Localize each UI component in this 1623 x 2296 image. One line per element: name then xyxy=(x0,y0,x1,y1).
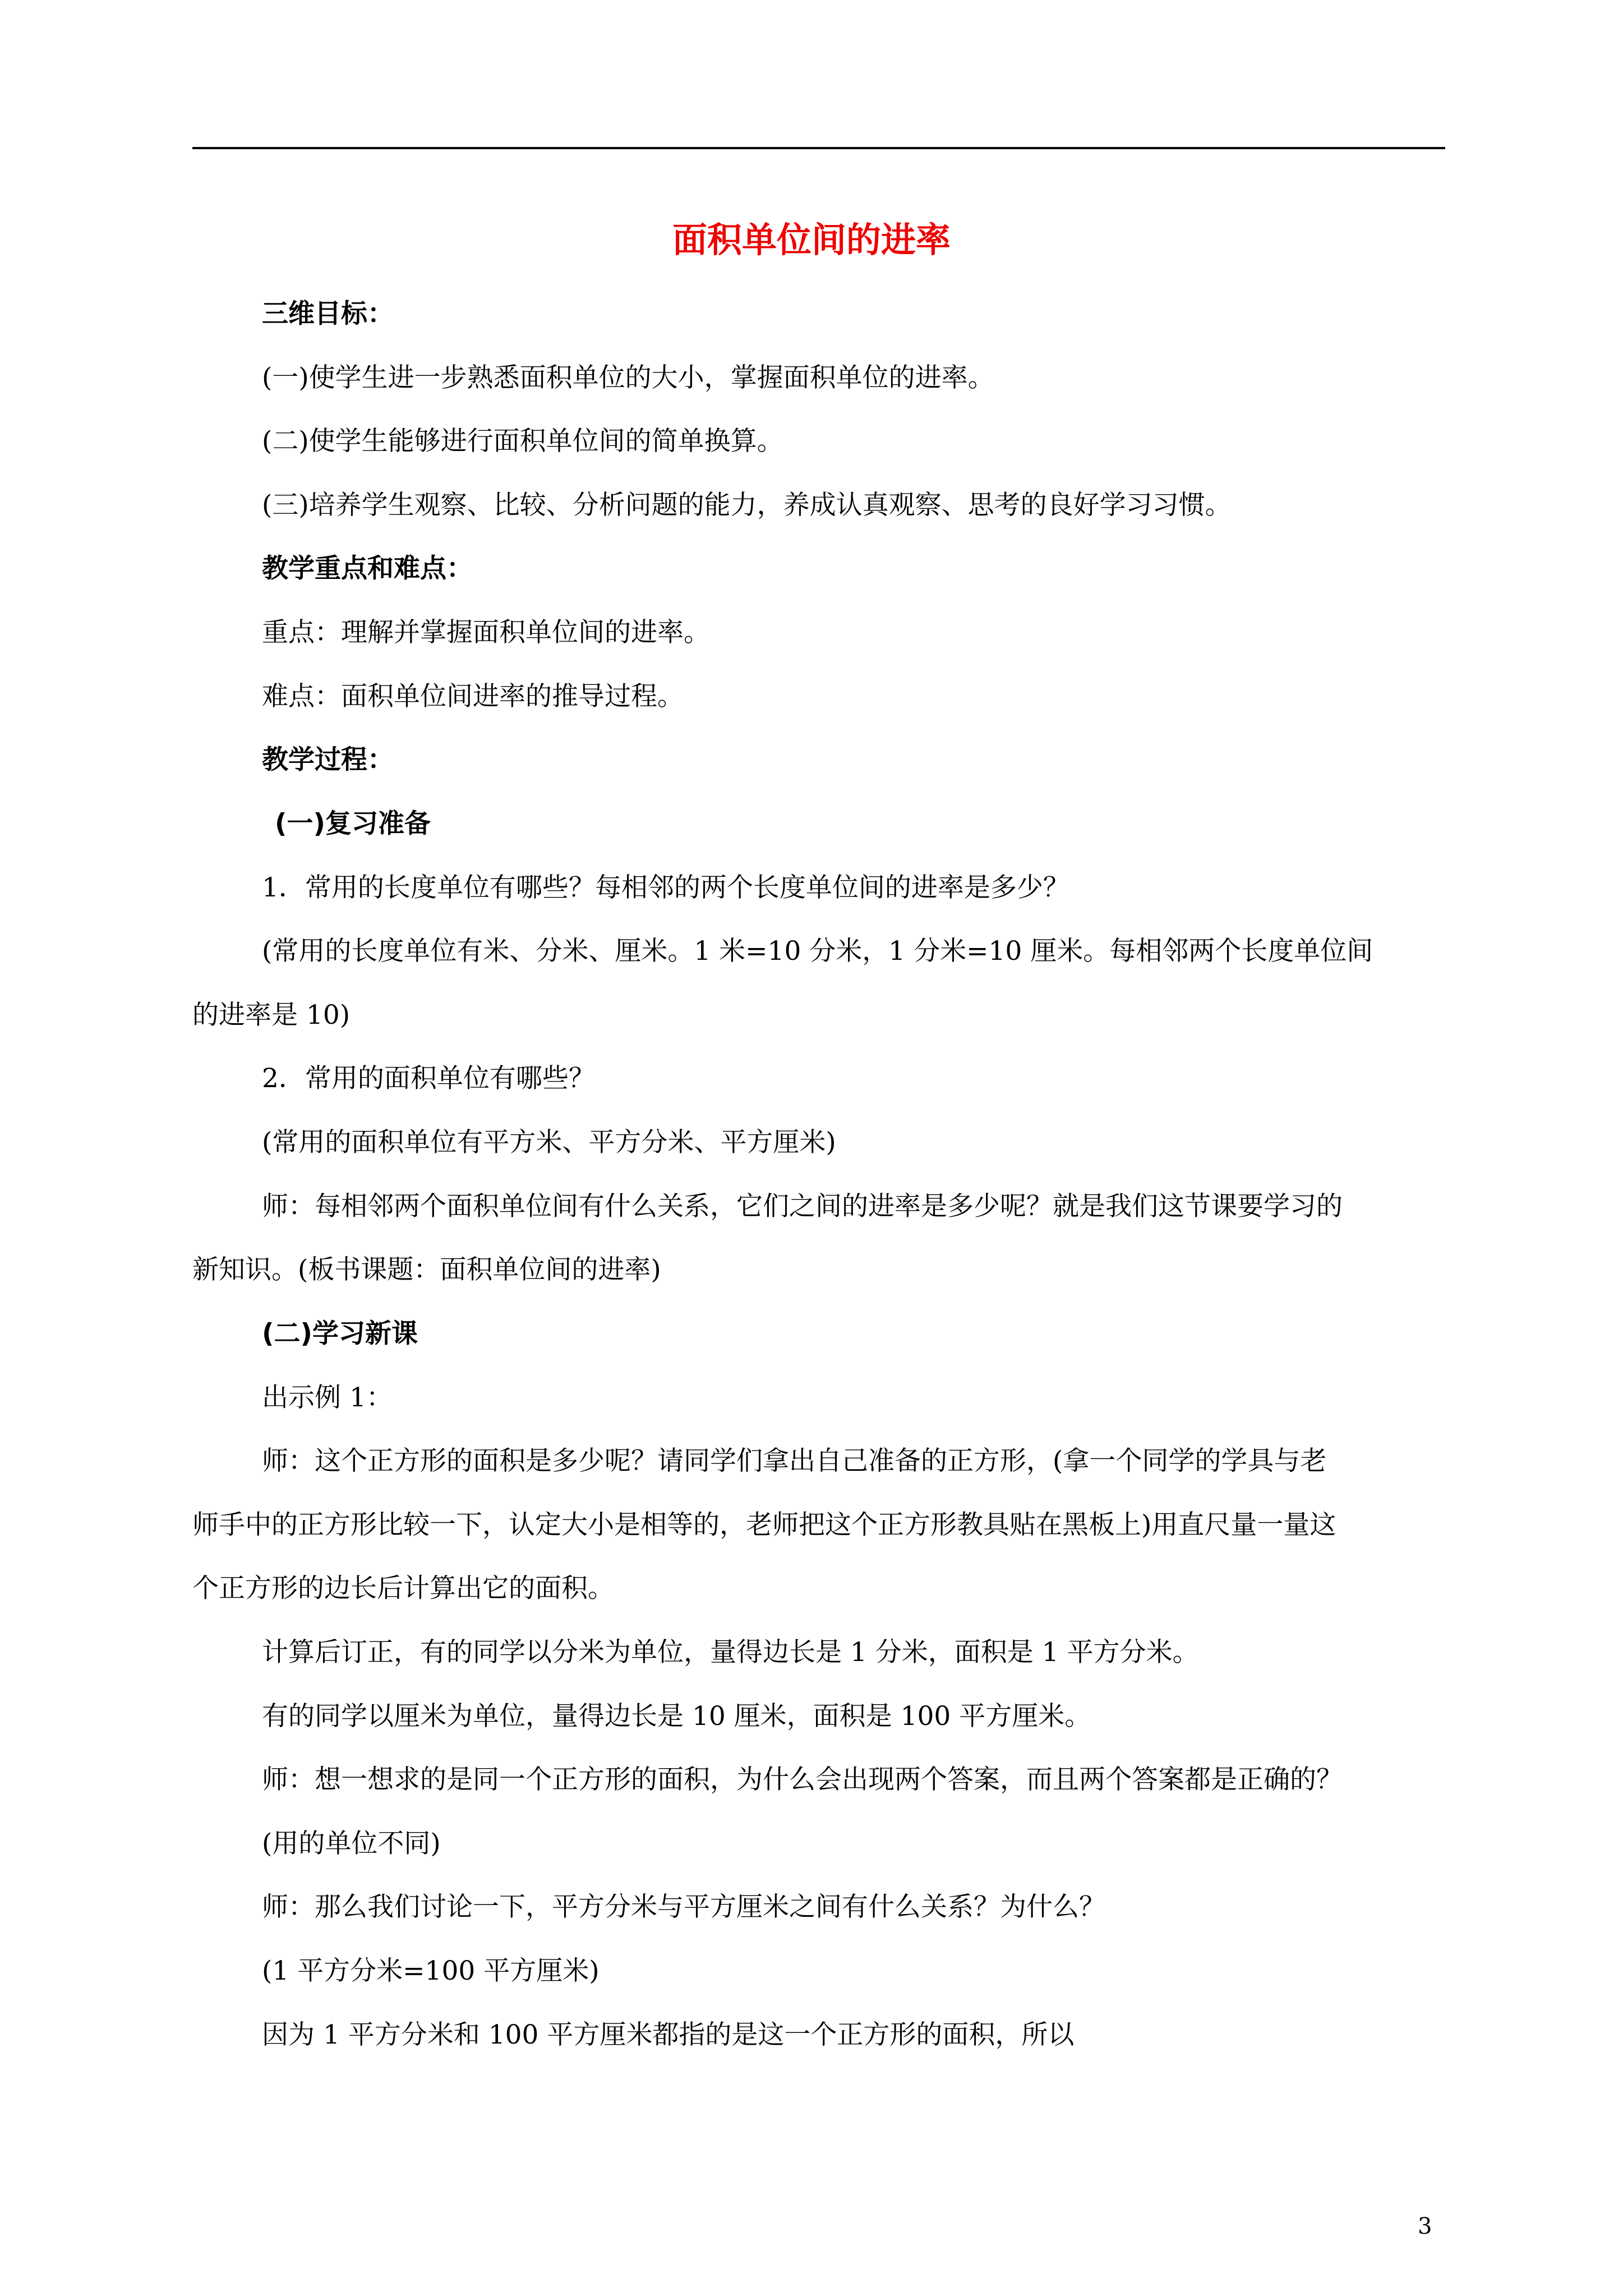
calculation-2: 有的同学以厘米为单位，量得边长是 10 厘米，面积是 100 平方厘米。 xyxy=(262,1701,1091,1732)
section-2-heading: (二)学习新课 xyxy=(262,1318,418,1349)
key-point: 重点：理解并掌握面积单位间的进率。 xyxy=(262,617,710,648)
calculation-1: 计算后订正，有的同学以分米为单位，量得边长是 1 分米，面积是 1 平方分米。 xyxy=(262,1637,1199,1668)
teacher-3: 师：想一想求的是同一个正方形的面积，为什么会出现两个答案，而且两个答案都是正确的？ xyxy=(262,1764,1343,1795)
answer-1-line-1: (常用的长度单位有米、分米、厘米。1 米=10 分米，1 分米=10 厘米。每相邻两个长度单位间 xyxy=(262,936,1373,967)
difficult-point: 难点：面积单位间进率的推导过程。 xyxy=(262,681,684,712)
teacher-4: 师：那么我们讨论一下，平方分米与平方厘米之间有什么关系？为什么？ xyxy=(262,1892,1105,1922)
teacher-1-line-2: 新知识。(板书课题：面积单位间的进率) xyxy=(192,1254,661,1285)
teacher-2-line-1: 师：这个正方形的面积是多少呢？请同学们拿出自己准备的正方形，(拿一个同学的学具与老 xyxy=(262,1446,1327,1476)
goals-heading: 三维目标： xyxy=(262,298,394,329)
teacher-1-line-1: 师：每相邻两个面积单位间有什么关系，它们之间的进率是多少呢？就是我们这节课要学习的 xyxy=(262,1191,1343,1222)
key-points-heading: 教学重点和难点： xyxy=(262,553,473,584)
answer-1-line-2: 的进率是 10) xyxy=(192,1000,351,1030)
question-2: 2．常用的面积单位有哪些？ xyxy=(262,1063,595,1094)
because-line: 因为 1 平方分米和 100 平方厘米都指的是这一个正方形的面积，所以 xyxy=(262,2019,1075,2050)
question-1: 1．常用的长度单位有哪些？每相邻的两个长度单位间的进率是多少？ xyxy=(262,872,1069,903)
teacher-2-line-2: 师手中的正方形比较一下，认定大小是相等的，老师把这个正方形教具贴在黑板上)用直尺量一量这 xyxy=(192,1510,1336,1540)
page-title: 面积单位间的进率 xyxy=(672,219,951,260)
page-number: 3 xyxy=(1418,2214,1432,2239)
goal-1: (一)使学生进一步熟悉面积单位的大小，掌握面积单位的进率。 xyxy=(262,362,994,393)
goal-3: (三)培养学生观察、比较、分析问题的能力，养成认真观察、思考的良好学习习惯。 xyxy=(262,490,1232,521)
answer-2: (常用的面积单位有平方米、平方分米、平方厘米) xyxy=(262,1127,836,1158)
goal-2: (二)使学生能够进行面积单位间的简单换算。 xyxy=(262,426,783,457)
example-1: 出示例 1： xyxy=(262,1382,393,1413)
header-rule xyxy=(192,147,1445,149)
process-heading: 教学过程： xyxy=(262,744,394,775)
answer-4: (1 平方分米=100 平方厘米) xyxy=(262,1955,600,1986)
section-1-heading: (一)复习准备 xyxy=(275,808,431,839)
answer-3: (用的单位不同) xyxy=(262,1828,441,1859)
teacher-2-line-3: 个正方形的边长后计算出它的面积。 xyxy=(192,1573,614,1604)
